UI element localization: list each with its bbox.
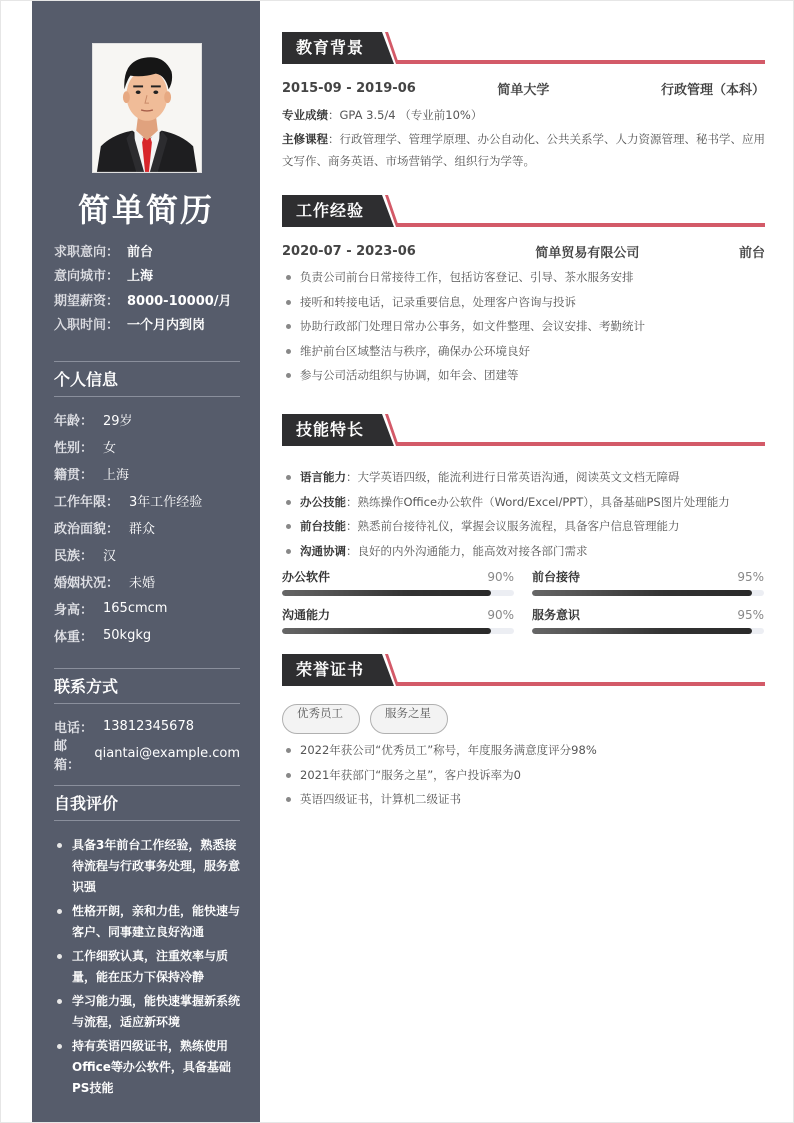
list-item [282,539,765,564]
work-section [282,195,765,388]
intent-label: 求职意向： [54,244,120,260]
courses-label: 主修课程 [282,132,328,146]
list-item: 工作细致认真，注重效率与质量，能在压力下保持冷静 [54,946,240,988]
list-item: 持有英语四级证书，熟练使用Office等办公软件，具备基础PS技能 [54,1036,240,1099]
info-label: 工作年限： [54,495,120,510]
contact-heading: 联系方式 [54,668,240,704]
info-label: 性别： [54,441,94,456]
info-row-political [54,514,240,541]
info-row-height [54,595,240,622]
list-item: 具备3年前台工作经验，熟悉接待流程与行政事务处理，服务意识强 [54,835,240,898]
info-label: 籍贯： [54,468,94,483]
section-header [282,32,765,64]
honors-heading: 荣誉证书 [296,660,365,679]
info-row-experience [54,487,240,514]
intent-label: 意向城市： [54,269,120,285]
skill-label: 前台技能 [300,519,346,533]
education-heading: 教育背景 [296,38,365,57]
honor-tag: 服务之星 [370,704,448,734]
job-intent [54,238,244,336]
skills-heading: 技能特长 [296,420,365,439]
skill-text: ：熟练操作Office办公软件（Word/Excel/PPT），具备基础PS图片处理能力 [346,494,730,509]
self-evaluation-heading: 自我评价 [54,785,240,821]
intent-value: 上海 [127,269,154,285]
bar-name: 办公软件 [282,570,331,584]
section-header [282,654,765,686]
gpa-label: 专业成绩 [282,108,328,122]
accent-line [396,682,765,686]
list-item: 英语四级证书，计算机二级证书 [282,787,765,812]
skill-bar-communication [282,605,514,643]
list-item: 负责公司前台日常接待工作，包括访客登记、引导、茶水服务安排 [282,265,765,290]
skill-bar-service [532,605,764,643]
skills-section [282,414,765,643]
list-item [282,490,765,515]
list-item [282,514,765,539]
info-label: 民族： [54,549,94,564]
intent-label: 期望薪资： [54,293,120,309]
education-section [282,32,765,172]
info-value: 上海 [103,468,130,483]
info-value: 3年工作经验 [129,495,203,510]
skill-text: ：大学英语四级，能流利进行日常英语沟通，阅读英文文档无障碍 [346,470,680,484]
intent-value: 8000-10000/月 [127,293,232,309]
skill-text: ：熟悉前台接待礼仪，掌握会议服务流程，具备客户信息管理能力 [346,519,680,533]
skill-label: 沟通协调 [300,543,346,558]
school-name: 简单大学 [497,82,550,98]
section-header [282,195,765,227]
list-item: 2022年获公司“优秀员工”称号，年度服务满意度评分98% [282,738,765,763]
info-row-weight [54,622,240,649]
info-value: 29岁 [103,414,133,429]
progress-fill [282,628,491,634]
info-row-age [54,406,240,433]
contact-email [54,738,240,773]
work-heading: 工作经验 [296,201,365,220]
email-value[interactable]: qiantai@example.com [94,746,240,761]
progress-fill [532,590,752,596]
list-item [282,465,765,490]
list-item: 维护前台区域整洁与秩序，确保办公环境良好 [282,339,765,364]
honors-list [282,738,765,812]
resume-title: 简单简历 [77,191,214,229]
education-summary [282,78,765,98]
info-value: 女 [103,441,117,456]
intent-row-salary [54,287,244,312]
intent-row-position [54,238,244,263]
company-name: 简单贸易有限公司 [535,245,640,261]
progress-track [532,590,764,596]
progress-track [282,590,514,596]
phone-value[interactable]: 13812345678 [103,719,194,734]
progress-track [282,628,514,634]
info-label: 政治面貌： [54,522,120,537]
intent-value: 前台 [127,244,154,260]
skill-text: ：良好的内外沟通能力，能高效对接各部门需求 [346,543,588,558]
personal-info-section [54,361,240,649]
intent-value: 一个月内到岗 [127,318,206,334]
gpa-value: ：GPA 3.5/4 （专业前10%） [328,108,483,122]
honor-tag: 优秀员工 [282,704,360,734]
major: 行政管理（本科） [660,82,765,98]
email-label: 邮箱： [54,738,81,773]
self-evaluation-list [54,835,240,1099]
list-item: 协助行政部门处理日常办公事务，如文件整理、会议安排、考勤统计 [282,314,765,339]
skill-bar-reception [532,567,764,605]
work-summary [282,241,765,261]
bar-percent: 90% [487,570,514,584]
accent-line [396,442,765,446]
info-value: 群众 [129,522,156,537]
info-row-gender [54,433,240,460]
intent-row-start [54,312,244,337]
accent-line [396,60,765,64]
bar-percent: 95% [737,570,764,584]
progress-fill [282,590,491,596]
skills-list [282,465,765,563]
info-value: 50kgkg [103,628,152,643]
courses-value: ：行政管理学、管理学原理、办公自动化、公共关系学、人力资源管理、秘书学、应用文写作、商务英语、市场营销学、组织行为学等。 [282,132,765,168]
progress-fill [532,628,752,634]
list-item: 接听和转接电话，记录重要信息，处理客户咨询与投诉 [282,290,765,315]
work-duties-list [282,265,765,388]
info-label: 年龄： [54,414,94,429]
personal-info-heading: 个人信息 [54,361,240,397]
skill-label: 办公技能 [300,494,346,509]
info-value: 汉 [103,549,117,564]
info-label: 身高： [54,603,94,618]
section-header [282,414,765,446]
list-item: 性格开朗，亲和力佳，能快速与客户、同事建立良好沟通 [54,901,240,943]
self-evaluation-section [54,785,240,1102]
bar-percent: 90% [487,608,514,622]
skill-bar-office [282,567,514,605]
info-row-hometown [54,460,240,487]
work-period: 2020-07 - 2023-06 [282,243,416,259]
info-label: 婚姻状况： [54,576,120,591]
info-value: 未婚 [129,576,156,591]
skill-bars [282,567,765,643]
progress-track [532,628,764,634]
phone-label: 电话： [54,721,94,736]
sidebar [32,1,260,1122]
bar-name: 沟通能力 [282,608,331,622]
bar-percent: 95% [737,608,764,622]
position: 前台 [738,245,765,261]
avatar-illustration-icon [93,44,201,172]
list-item: 学习能力强，能快速掌握新系统与流程，适应新环境 [54,991,240,1033]
honor-tags [282,704,765,734]
honors-section [282,654,765,812]
info-row-ethnicity [54,541,240,568]
courses-line [282,128,765,172]
bar-name: 前台接待 [532,570,581,584]
gpa-line [282,104,765,127]
info-value: 165cmcm [103,601,168,616]
accent-line [396,223,765,227]
contact-section [54,668,240,773]
intent-label: 入职时间： [54,318,120,334]
info-row-marital [54,568,240,595]
bar-name: 服务意识 [532,608,581,622]
list-item: 参与公司活动组织与协调，如年会、团建等 [282,363,765,388]
list-item: 2021年获部门“服务之星”，客户投诉率为0 [282,763,765,788]
intent-row-city [54,263,244,288]
skill-label: 语言能力 [300,470,346,484]
profile-photo [92,43,202,173]
education-period: 2015-09 - 2019-06 [282,80,416,96]
info-label: 体重： [54,630,94,645]
